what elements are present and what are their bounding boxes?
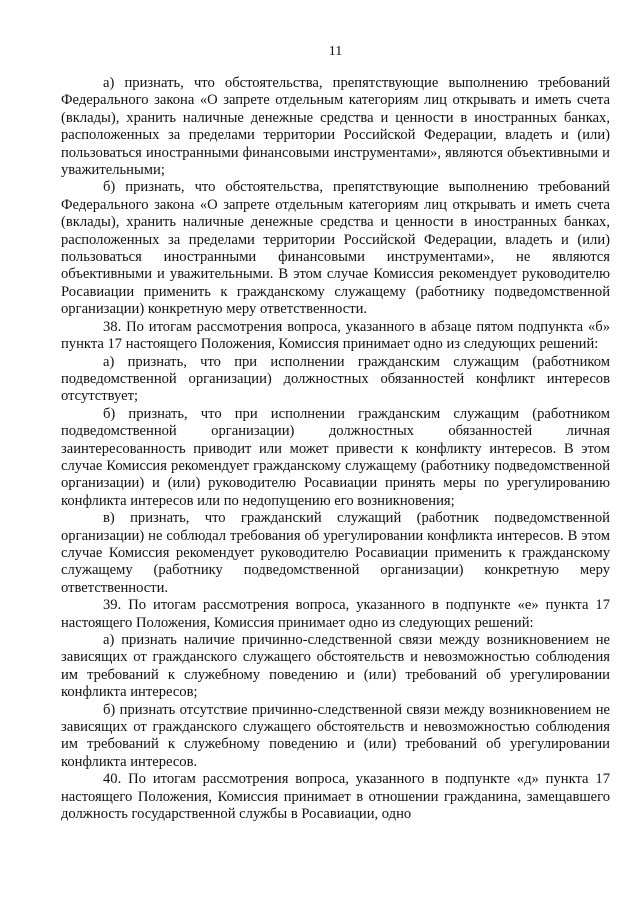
page-number: 11 [328, 44, 343, 59]
paragraph-39a: а) признать наличие причинно-следственной связи между возникновением не зависящих от гражданского служащего обстоятельств и невозможностью соблюдения им требований к служебному поведению и (или) требований об урегулировании конфликта интересов; [61, 632, 610, 701]
paragraph-37a: а) признать, что обстоятельства, препятствующие выполнению требований Федерального закона «О запрете отдельным категориям лиц открывать и иметь счета (вклады), хранить наличные денежные средства и ценности в иностранных банках, расположенных за пределами территории Российской Федерации, владеть и (или) пользоваться иностранными финансовыми инструментами», являются объективными и уважительными; [61, 75, 610, 179]
paragraph-38b: б) признать, что при исполнении гражданским служащим (работником подведомственной организации) должностных обязанностей личная заинтересованность приводит или может привести к конфликту интересов. В этом случае Комиссия рекомендует гражданскому служащему (работнику подведомственной организации) и (или) руководителю Росавиации принять меры по урегулированию конфликта интересов или по недопущению его возникновения; [61, 405, 610, 509]
paragraph-40: 40. По итогам рассмотрения вопроса, указанного в подпункте «д» пункта 17 настоящего Положения, Комиссия принимает в отношении гражданина, замещавшего должность государственной службы в Росавиации, одно [61, 771, 610, 823]
paragraph-38: 38. По итогам рассмотрения вопроса, указанного в абзаце пятом подпункта «б» пункта 17 настоящего Положения, Комиссия принимает одно из следующих решений: [61, 318, 610, 353]
paragraph-39b: б) признать отсутствие причинно-следственной связи между возникновением не зависящих от гражданского служащего обстоятельств и невозможностью соблюдения им требований к служебному поведению и (или) требований об урегулировании конфликта интересов. [61, 701, 610, 770]
paragraph-38a: а) признать, что при исполнении гражданским служащим (работником подведомственной организации) должностных обязанностей конфликт интересов отсутствует; [61, 353, 610, 405]
paragraph-37b: б) признать, что обстоятельства, препятствующие выполнению требований Федерального закона «О запрете отдельным категориям лиц открывать и иметь счета (вклады), хранить наличные денежные средства и ценности в иностранных банках, расположенных за пределами территории Российской Федерации, владеть и (или) пользоваться иностранными финансовыми инструментами», не являются объективными и уважительными. В этом случае Комиссия рекомендует руководителю Росавиации применить к гражданскому служащему (работнику подведомственной организации) конкретную меру ответственности. [61, 179, 610, 318]
paragraph-38c: в) признать, что гражданский служащий (работник подведомственной организации) не соблюдал требования об урегулировании конфликта интересов. В этом случае Комиссия рекомендует руководителю Росавиации применить к гражданскому служащему (работнику подведомственной организации) конкретную меру ответственности. [61, 510, 610, 596]
paragraph-39: 39. По итогам рассмотрения вопроса, указанного в подпункте «е» пункта 17 настоящего Положения, Комиссия принимает одно из следующих решений: [61, 597, 610, 631]
